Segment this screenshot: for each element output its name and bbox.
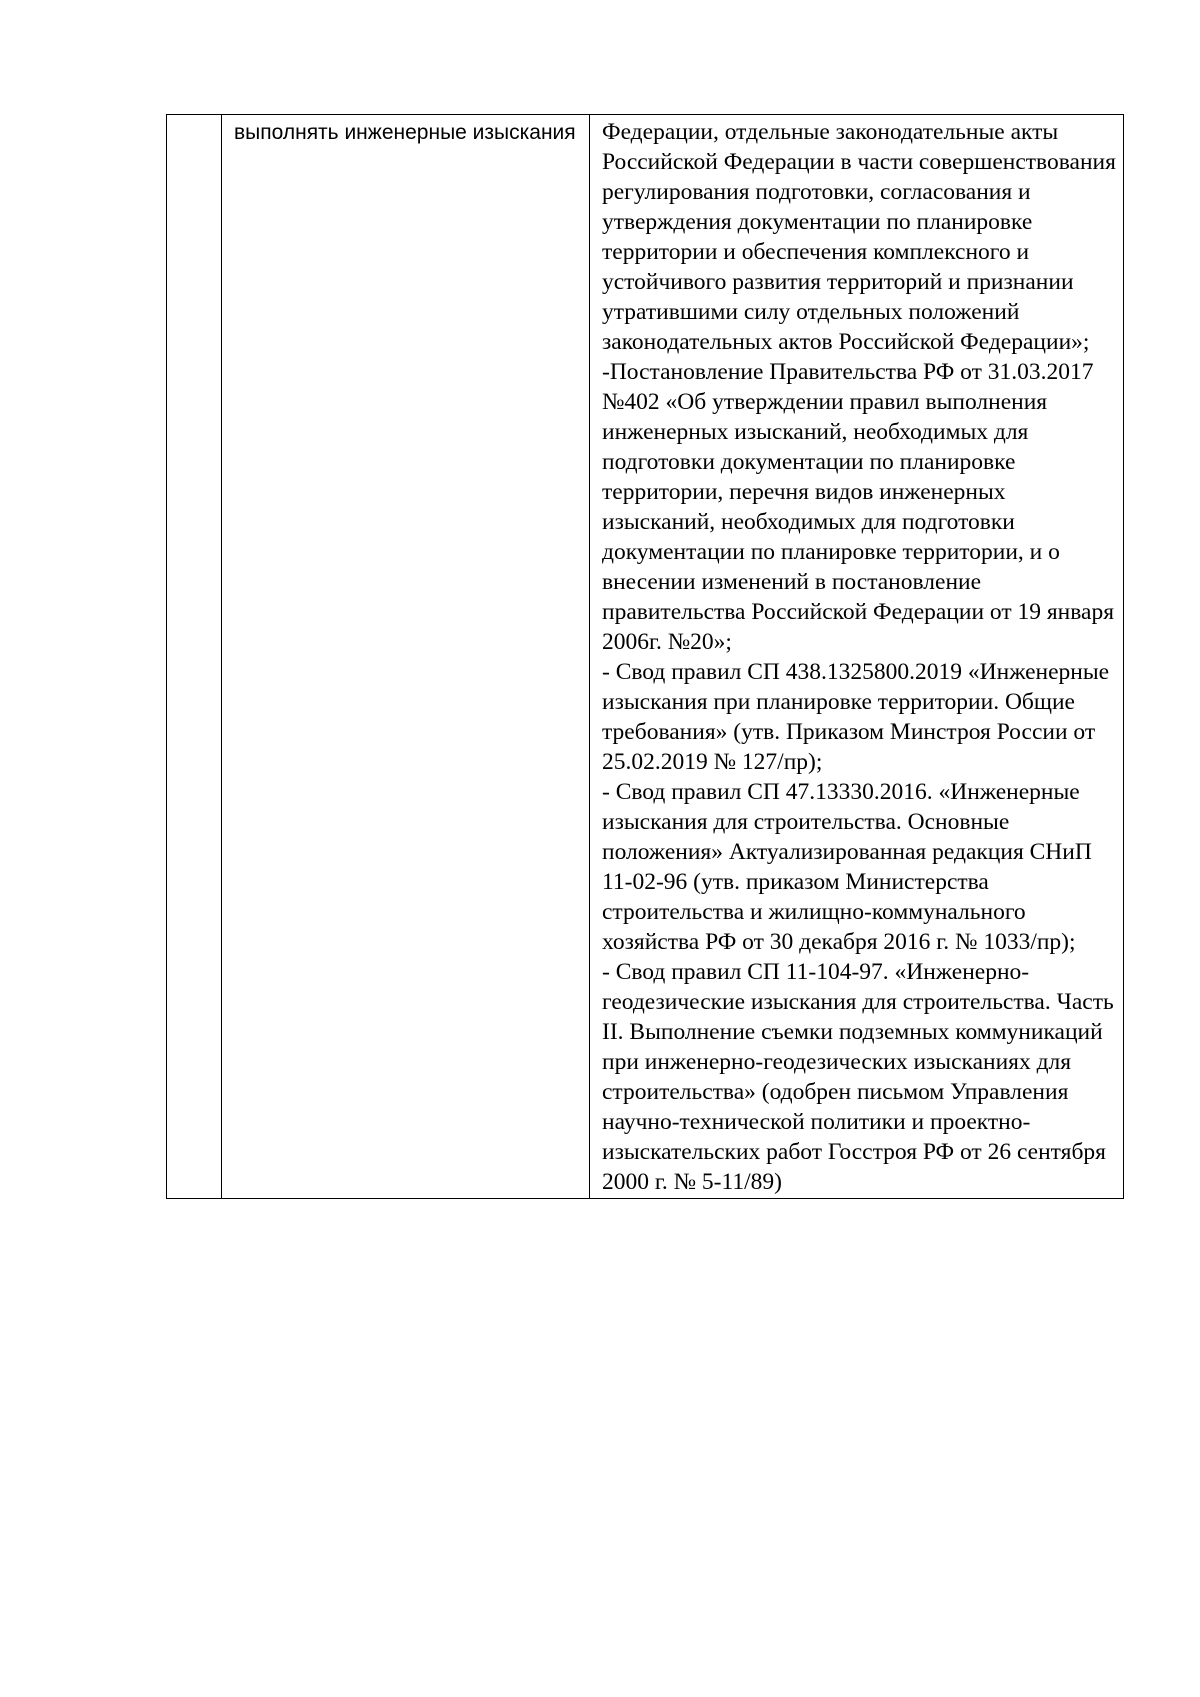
requirements-table: [166, 114, 1124, 1199]
document-item: - Свод правил СП 11-104-97. «Инженерно-геодезические изыскания для строительства. Часть II. Выполнение съемки подземных коммуникаций при инженерно-геодезических изысканиях для строительства» (одобрен письмом Управления научно-технической политики и проектно-изыскательских работ Госстроя РФ от 26 сентября 2000 г. № 5-11/89): [602, 959, 1114, 1195]
document-item: -Постановление Правительства РФ от 31.03.2017 №402 «Об утверждении правил выполнения инженерных изысканий, необходимых для подготовки документации по планировке территории, перечня видов инженерных изысканий, необходимых для подготовки документации по планировке территории, и о внесении изменений в постановление правительства Российской Федерации от 19 января 2006г. №20»;: [602, 359, 1115, 655]
document-item: - Свод правил СП 438.1325800.2019 «Инженерные изыскания при планировке территории. Общие требования» (утв. Приказом Минстроя России от 25.02.2019 № 127/пр);: [602, 659, 1110, 775]
documents-list: [590, 115, 1123, 1198]
table-row: [167, 115, 1124, 1199]
document-item: Федерации, отдельные законодательные акты Российской Федерации в части совершенствования регулирования подготовки, согласования и утверждения документации по планировке территории и обеспечения комплексного и устойчивого развития территорий и признании утратившими силу отдельных положений законодательных актов Российской Федерации»;: [602, 119, 1116, 355]
work-type-text: выполнять инженерные изыскания: [234, 121, 576, 144]
document-item: - Свод правил СП 47.13330.2016. «Инженерные изыскания для строительства. Основные положения» Актуализированная редакция СНиП 11-02-96 (утв. приказом Министерства строительства и жилищно-коммунального хозяйства РФ от 30 декабря 2016 г. № 1033/пр);: [602, 779, 1092, 955]
number-cell: [167, 115, 222, 1199]
documents-cell: [590, 115, 1124, 1199]
work-type-cell: [222, 115, 590, 1199]
